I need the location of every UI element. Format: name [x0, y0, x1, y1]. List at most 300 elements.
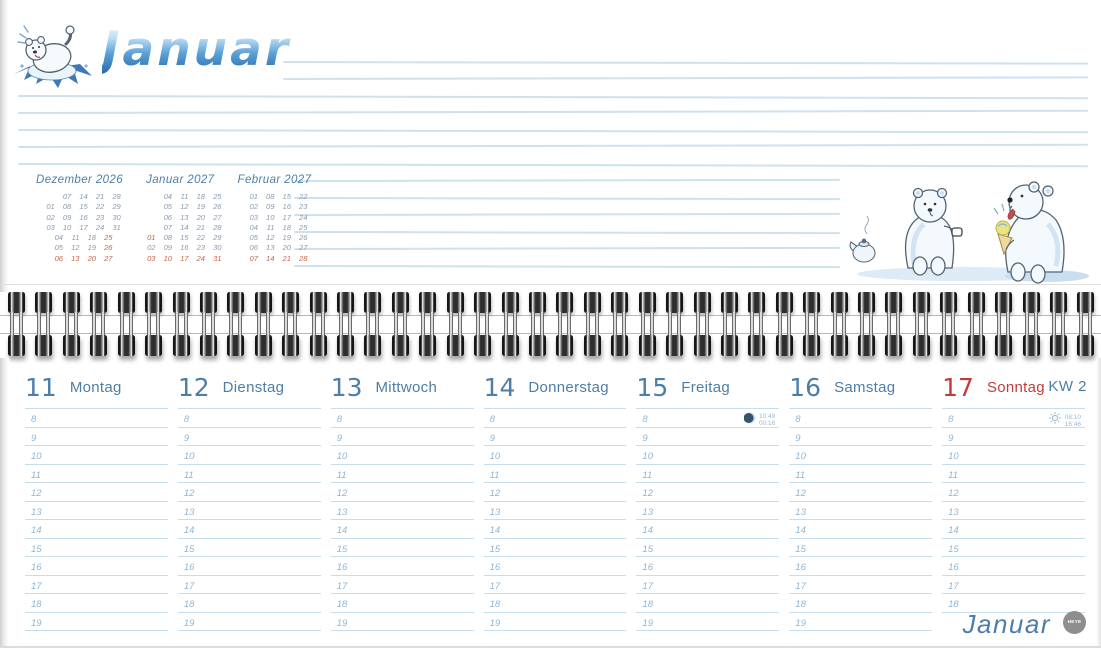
hour-grid [331, 408, 474, 631]
hour-label: 9 [183, 432, 190, 444]
day-number: 13 [330, 372, 363, 402]
mini-calendar-day: 26 [299, 233, 308, 243]
badge-times [1065, 414, 1081, 428]
binding-wires [118, 312, 135, 336]
mini-calendar-day: 05 [249, 233, 258, 243]
hour-label: 16 [642, 562, 653, 573]
binding-wires [1050, 312, 1067, 336]
mini-calendar-row [139, 243, 222, 253]
hour-label: 13 [183, 506, 195, 518]
mini-calendar-row [238, 243, 312, 253]
mini-calendar-day: 07 [163, 222, 173, 232]
mini-calendar-day: 14 [79, 192, 88, 201]
ruled-line [283, 76, 1088, 80]
binding-wires [364, 312, 381, 336]
hour-grid [789, 408, 932, 631]
binding-loop [447, 292, 464, 356]
binding-gap-line-bottom [0, 333, 1101, 334]
mini-calendar-row [238, 233, 312, 243]
page-edge-left-bottom [0, 358, 9, 648]
hour-row [331, 501, 474, 520]
mini-calendar-day: 06 [249, 243, 258, 253]
hour-row [942, 519, 1085, 538]
hour-row [178, 445, 321, 464]
mini-calendar-day: 29 [213, 233, 222, 243]
day-header [636, 366, 779, 408]
hour-label: 13 [336, 506, 348, 518]
mini-calendar-day: 06 [54, 253, 64, 263]
mini-calendar-row [139, 254, 222, 264]
ruled-line [18, 110, 1088, 114]
hour-label: 14 [795, 525, 806, 536]
mini-calendar-row [36, 213, 123, 223]
mini-calendar-day: 17 [180, 253, 189, 263]
hour-row [942, 575, 1085, 594]
hour-label: 10 [336, 451, 348, 462]
binding-wires [831, 312, 848, 336]
mini-calendar-day: 28 [112, 192, 121, 201]
mini-calendar-day: 11 [180, 192, 189, 201]
hour-row [789, 593, 932, 612]
hour-row [484, 482, 627, 501]
binding-wires [63, 312, 80, 336]
binding-loop [529, 292, 546, 356]
day-number: 16 [789, 372, 822, 402]
binding-loop [474, 292, 491, 356]
mini-calendar-row [238, 213, 312, 223]
hour-label: 9 [948, 432, 954, 444]
binding-wires [1077, 312, 1094, 336]
hour-row [789, 538, 932, 557]
mini-calendar [36, 174, 123, 264]
hour-row [484, 556, 627, 575]
day-header [331, 366, 474, 408]
footer-month-label: Januar [962, 609, 1051, 639]
mini-calendar-day: 29 [112, 202, 121, 212]
mini-calendar-day: 28 [213, 222, 222, 232]
mini-calendar-day [139, 202, 156, 212]
binding-wires [885, 312, 902, 336]
mini-calendar-day: 15 [180, 233, 189, 243]
binding-loop [694, 292, 711, 356]
mini-calendar-day: 01 [147, 233, 156, 243]
binding-loop [995, 292, 1012, 356]
hour-label: 9 [336, 432, 342, 444]
mini-calendar [139, 174, 222, 264]
day-header [178, 366, 321, 408]
day-number: 11 [25, 372, 57, 402]
hour-row [178, 501, 321, 520]
binding-loop [118, 292, 135, 356]
binding-loop [392, 292, 409, 356]
hour-label: 10 [642, 451, 653, 462]
binding-wires [940, 312, 957, 336]
badge-times [759, 413, 775, 427]
hour-row [25, 538, 168, 557]
mini-calendar-day: 18 [87, 233, 97, 243]
binding-loop [666, 292, 683, 356]
mini-calendar-day: 14 [180, 222, 189, 232]
hour-row [942, 445, 1085, 464]
mini-calendar-day: 26 [104, 243, 113, 253]
mini-calendar-day: 19 [196, 202, 206, 212]
binding-loop [255, 292, 272, 356]
hour-row [789, 501, 932, 520]
day-name: Donnerstag [528, 378, 609, 396]
hour-label: 17 [795, 580, 806, 592]
badge-time: 08:10 [1064, 413, 1081, 421]
mini-calendar-day: 15 [282, 192, 291, 201]
binding-wires [310, 312, 327, 336]
hour-label: 17 [336, 580, 348, 592]
hour-label: 11 [795, 469, 806, 481]
hour-row [789, 427, 932, 446]
hour-row [178, 612, 321, 631]
hour-row [25, 482, 168, 501]
spiral-binding [0, 285, 1101, 360]
mini-calendar-day: 02 [249, 202, 258, 212]
hour-row [789, 482, 932, 501]
hour-label: 15 [183, 543, 195, 555]
binding-loop [35, 292, 52, 356]
mini-calendar-day: 19 [282, 233, 291, 243]
hour-row [331, 408, 474, 427]
mini-calendar-day: 17 [79, 222, 88, 232]
hour-row [331, 427, 474, 446]
binding-loop [611, 292, 628, 356]
mini-calendar-day: 23 [299, 202, 308, 212]
mini-calendar-row [139, 223, 222, 233]
hour-label: 18 [642, 599, 653, 610]
week-grid [25, 366, 1085, 631]
hour-label: 16 [336, 562, 348, 573]
binding-loop [1077, 292, 1094, 356]
hour-label: 15 [948, 543, 959, 555]
binding-wires [227, 312, 244, 336]
hour-row [636, 519, 779, 538]
day-number: 12 [177, 372, 210, 402]
binding-wires [200, 312, 217, 336]
polar-bear-splash-illustration [8, 14, 108, 102]
day-column-donnerstag [484, 366, 627, 631]
binding-loop [803, 292, 820, 356]
hour-label: 18 [336, 599, 348, 610]
hour-label: 15 [31, 543, 42, 555]
hour-row [25, 445, 168, 464]
day-column-freitag [636, 366, 779, 631]
mini-calendar-day: 04 [163, 192, 173, 201]
hour-label: 12 [642, 488, 653, 499]
mini-calendars [36, 174, 311, 264]
mini-calendar-day: 04 [249, 222, 258, 232]
mini-calendar-day: 07 [249, 253, 258, 263]
binding-loop [173, 292, 190, 356]
hour-row [942, 427, 1085, 446]
hour-row [789, 464, 932, 483]
mini-calendar-day: 20 [196, 212, 206, 222]
hour-label: 16 [31, 562, 42, 573]
badge-time: 10:49 [759, 413, 776, 420]
hour-label: 8 [183, 414, 190, 425]
mini-calendar-day: 23 [196, 243, 206, 253]
heye-logo: HEYE [1063, 611, 1086, 634]
hour-row [636, 538, 779, 557]
binding-loop [1023, 292, 1040, 356]
hour-label: 19 [795, 617, 806, 629]
day-name: Montag [69, 378, 122, 396]
mini-calendar-day: 21 [282, 253, 291, 263]
mini-calendar-day: 16 [282, 202, 291, 212]
mini-calendar-day: 20 [87, 253, 97, 263]
hour-row [178, 464, 321, 483]
hour-row [942, 556, 1085, 575]
mini-calendar-day: 13 [180, 212, 189, 222]
hour-label: 15 [489, 543, 501, 555]
hour-row [636, 445, 779, 464]
binding-wires [584, 312, 601, 336]
hour-row [178, 519, 321, 538]
binding-wires [666, 312, 683, 336]
day-column-sonntag [942, 366, 1085, 631]
mini-calendar-day: 23 [95, 212, 105, 222]
binding-loop [748, 292, 765, 356]
hour-label: 8 [489, 414, 495, 425]
ruled-line [294, 231, 840, 234]
mini-calendar-day: 12 [71, 243, 80, 253]
day-name: Sonntag [986, 378, 1045, 396]
hour-label: 17 [642, 580, 653, 592]
day-header [25, 366, 168, 408]
mini-calendar-day [139, 192, 156, 202]
binding-wires [474, 312, 491, 336]
hour-label: 16 [795, 562, 806, 573]
mini-calendar-day: 09 [62, 212, 72, 222]
binding-wires [282, 312, 299, 336]
hour-label: 9 [489, 432, 495, 444]
hour-row [636, 501, 779, 520]
hour-label: 18 [489, 599, 501, 610]
binding-wires [694, 312, 711, 336]
binding-wires [995, 312, 1012, 336]
binding-wires [611, 312, 628, 336]
binding-wires [968, 312, 985, 336]
hour-label: 11 [336, 469, 347, 481]
binding-wires [639, 312, 656, 336]
mini-calendar-day: 02 [46, 212, 55, 222]
binding-loop [90, 292, 107, 356]
hour-label: 19 [183, 617, 195, 629]
mini-calendar-day [139, 223, 156, 233]
hour-row [178, 427, 321, 446]
hour-label: 16 [948, 562, 959, 573]
mini-calendar-day: 24 [196, 253, 206, 263]
hour-row [25, 575, 168, 594]
mini-calendar-day: 19 [87, 243, 97, 253]
binding-wires [447, 312, 464, 336]
hour-row [942, 464, 1085, 483]
binding-wires [337, 312, 354, 336]
hour-row [789, 575, 932, 594]
mini-calendar-day: 22 [95, 202, 105, 212]
hour-row [331, 519, 474, 538]
mini-calendar-day: 03 [147, 253, 156, 263]
hour-row [25, 593, 168, 612]
mini-calendar-day: 26 [213, 202, 222, 212]
mini-calendar-day: 24 [95, 222, 105, 232]
hour-label: 18 [795, 599, 806, 610]
binding-loop [858, 292, 875, 356]
binding-loop [776, 292, 793, 356]
hour-row [331, 593, 474, 612]
hour-label: 17 [31, 580, 42, 592]
mini-calendar-title: Januar 2027 [146, 174, 215, 186]
hour-row [25, 408, 168, 427]
hour-label: 17 [183, 580, 195, 592]
mini-calendar-day: 21 [95, 192, 105, 201]
page-edge-right-bottom [1096, 358, 1101, 648]
binding-wires [803, 312, 820, 336]
mini-calendar-row [36, 243, 123, 253]
mini-calendar-day: 15 [79, 202, 88, 212]
hour-label: 19 [642, 617, 653, 629]
hour-row [789, 408, 932, 427]
hour-label: 11 [948, 469, 959, 481]
hour-row [636, 482, 779, 501]
hour-row [331, 482, 474, 501]
hour-label: 11 [31, 469, 41, 481]
hour-row [178, 482, 321, 501]
day-name: Freitag [681, 378, 731, 396]
mini-calendar-day: 08 [266, 192, 275, 201]
hour-label: 8 [642, 414, 648, 425]
mini-calendar-day: 16 [180, 243, 189, 253]
hour-row [178, 575, 321, 594]
day-number: 17 [942, 372, 974, 402]
mini-calendar-row [139, 213, 222, 223]
binding-wires [35, 312, 52, 336]
mini-calendar-day: 13 [266, 243, 275, 253]
binding-wires [721, 312, 738, 336]
hour-row [636, 612, 779, 631]
mini-calendar-day: 18 [282, 222, 291, 232]
hour-label: 18 [31, 599, 42, 610]
day-column-montag [25, 366, 168, 631]
binding-loop [227, 292, 244, 356]
ruled-line [294, 213, 840, 216]
hour-row [636, 575, 779, 594]
mini-calendar-day: 20 [282, 243, 291, 253]
binding-wires [556, 312, 573, 336]
binding-loop [502, 292, 519, 356]
ruled-line [283, 61, 1088, 65]
hour-row [484, 612, 627, 631]
mini-calendar-day: 10 [62, 222, 72, 232]
mini-calendar-day: 25 [213, 192, 222, 201]
hour-label: 12 [948, 488, 959, 499]
hour-label: 10 [948, 451, 959, 462]
binding-loop [556, 292, 573, 356]
mini-calendar-day: 25 [299, 222, 308, 232]
mini-calendar-day: 02 [147, 243, 156, 253]
hour-row [25, 556, 168, 575]
mini-calendar-day: 12 [266, 233, 275, 243]
hour-label: 13 [489, 506, 501, 518]
ruled-line [294, 179, 840, 182]
mini-calendar-row [139, 233, 222, 243]
mini-calendar-day [139, 213, 156, 223]
ruled-line [18, 95, 1088, 99]
mini-calendar-row [36, 202, 123, 212]
binding-wires [392, 312, 409, 336]
hour-label: 19 [336, 617, 348, 629]
hour-row [331, 612, 474, 631]
binding-loop [337, 292, 354, 356]
hour-row [484, 519, 627, 538]
binding-loop [63, 292, 80, 356]
binding-loop [145, 292, 162, 356]
hour-label: 13 [642, 506, 653, 518]
mini-calendar-row [238, 254, 312, 264]
mini-calendar-day: 09 [266, 202, 275, 212]
mini-calendar-row [36, 223, 123, 233]
day-number: 15 [636, 372, 669, 402]
mini-calendar-day [38, 192, 55, 202]
mini-calendar-day: 11 [71, 233, 80, 243]
mini-calendar-day: 13 [71, 253, 80, 263]
ruled-line [294, 197, 840, 200]
hour-label: 13 [795, 506, 806, 518]
hour-row [178, 593, 321, 612]
hour-label: 14 [31, 525, 42, 536]
hour-label: 14 [489, 525, 501, 536]
mini-calendar-row [238, 192, 312, 202]
hour-label: 12 [795, 488, 806, 499]
binding-loop [282, 292, 299, 356]
binding-wires [255, 312, 272, 336]
mini-calendar-day: 08 [163, 233, 173, 243]
mini-calendar-day: 28 [299, 253, 308, 263]
hour-row [789, 612, 932, 631]
binding-wires [8, 312, 25, 336]
mini-calendar-day: 04 [54, 233, 64, 243]
binding-wires [776, 312, 793, 336]
hour-label: 16 [183, 562, 195, 573]
hour-label: 17 [948, 580, 959, 592]
hour-label: 9 [795, 432, 801, 444]
hour-row [942, 538, 1085, 557]
mini-calendar-day: 05 [163, 202, 173, 212]
binding-loop [913, 292, 930, 356]
binding-loop [885, 292, 902, 356]
mini-calendar-day: 14 [266, 253, 275, 263]
mini-calendar-day: 24 [299, 212, 308, 222]
day-header [789, 366, 932, 408]
mini-calendar-row [139, 192, 222, 202]
hour-label: 13 [31, 506, 42, 518]
hour-row [484, 427, 627, 446]
mini-calendar-title: Dezember 2026 [36, 174, 124, 186]
binding-wires [502, 312, 519, 336]
hour-row [636, 427, 779, 446]
hour-grid [178, 408, 321, 631]
hour-label: 12 [489, 488, 501, 499]
mini-calendar-title: Februar 2027 [237, 174, 312, 186]
mini-calendar-day: 10 [163, 253, 173, 263]
ruled-line [294, 247, 840, 250]
mini-calendar-day: 08 [62, 202, 72, 212]
mini-calendar-day: 16 [79, 212, 88, 222]
hour-row [331, 445, 474, 464]
